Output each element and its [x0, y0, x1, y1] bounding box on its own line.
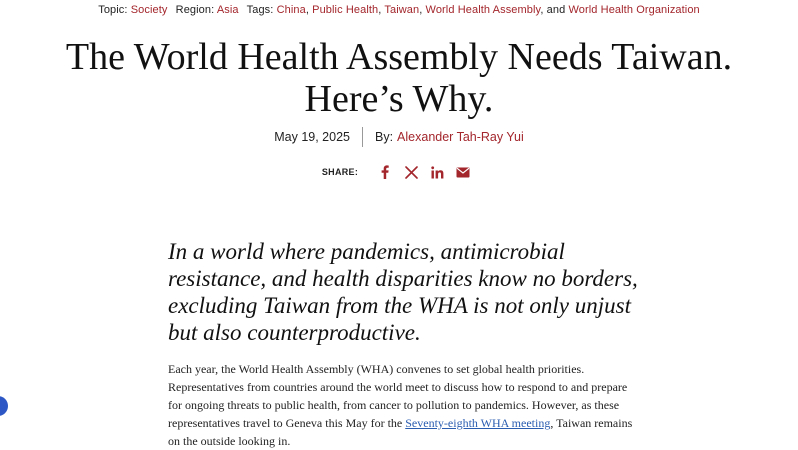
- tag-separator: ,: [419, 4, 423, 16]
- tag-link-taiwan[interactable]: Taiwan: [384, 4, 420, 16]
- body-text-start: Each year, the World Health Assembly (WHA) convenes to set global health priorities. Representatives from countries around the world meet to discuss how to respond to and prepare for ongoing threats to public health, from cancer to pollution to pandemics. However, as these representatives travel to Geneva this May for the: [168, 362, 628, 430]
- article-title: The World Health Assembly Needs Taiwan. Here’s Why.: [65, 36, 733, 120]
- publish-date: May 19, 2025: [274, 130, 350, 144]
- by-label: By:: [374, 130, 394, 144]
- tags-label: Tags:: [246, 4, 274, 16]
- floating-side-button[interactable]: [0, 396, 8, 416]
- share-label: SHARE:: [321, 167, 359, 177]
- article-body-paragraph: [168, 360, 638, 450]
- tag-link-world-health-assembly[interactable]: World Health Assembly: [425, 4, 541, 16]
- region-link[interactable]: Asia: [216, 4, 239, 16]
- tag-separator: ,: [305, 4, 309, 16]
- linkedin-icon[interactable]: [430, 165, 444, 179]
- topic-label: Topic:: [98, 4, 128, 16]
- facebook-icon[interactable]: [378, 165, 392, 179]
- region-label: Region:: [175, 4, 215, 16]
- tag-link-public-health[interactable]: Public Health: [312, 4, 379, 16]
- tag-link-world-health-organization[interactable]: World Health Organization: [568, 4, 700, 16]
- tag-link-china[interactable]: China: [276, 4, 306, 16]
- article-meta-row: [0, 4, 798, 16]
- tag-separator: ,: [378, 4, 382, 16]
- share-bar: [0, 165, 798, 179]
- byline: [0, 127, 798, 147]
- topic-link[interactable]: Society: [130, 4, 168, 16]
- x-icon[interactable]: [404, 165, 418, 179]
- article-lede: In a world where pandemics, antimicrobial resistance, and health disparities know no borders, excluding Taiwan from the WHA is not only unjust but also counterproductive.: [168, 239, 638, 345]
- email-icon[interactable]: [456, 165, 470, 179]
- tag-separator-and: , and: [540, 4, 566, 16]
- body-text-end: , Taiwan remains on the outside looking in.: [168, 416, 633, 448]
- wha-meeting-link[interactable]: Seventy-eighth WHA meeting: [405, 416, 551, 430]
- author-link[interactable]: Alexander Tah-Ray Yui: [397, 130, 524, 144]
